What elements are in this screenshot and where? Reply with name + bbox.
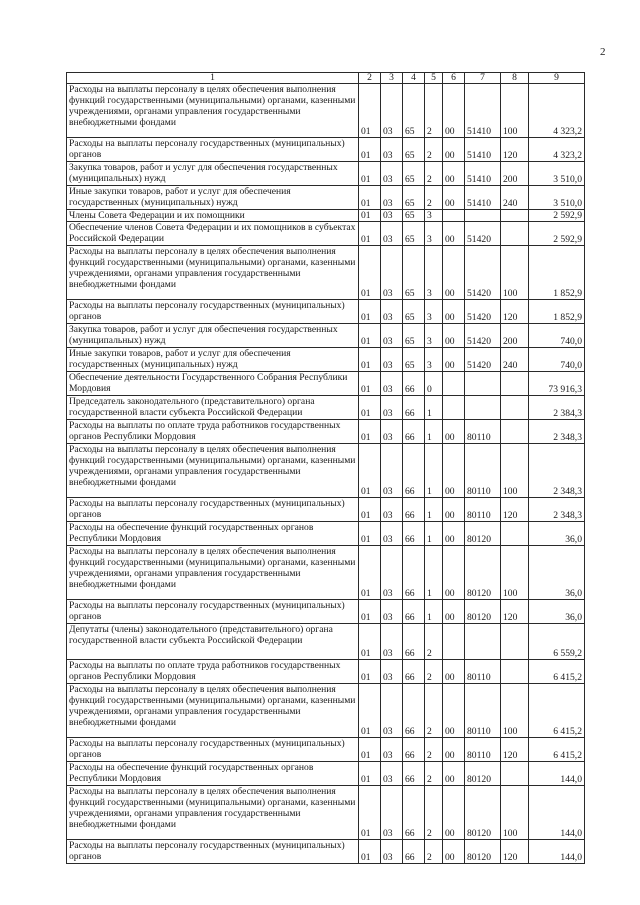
code-program: 66 <box>403 840 425 864</box>
code-group: 00 <box>443 738 465 762</box>
code-expense-type <box>501 372 529 396</box>
code-expense-type <box>501 762 529 786</box>
code-program: 65 <box>403 222 425 246</box>
code-subsection: 03 <box>381 738 403 762</box>
row-label: Обеспечение членов Совета Федерации и их помощников в субъектах Российской Федерации <box>67 222 359 246</box>
table-row <box>67 684 585 738</box>
code-expense-type <box>501 222 529 246</box>
code-program: 66 <box>403 444 425 498</box>
code-section: 01 <box>359 372 381 396</box>
code-group: 00 <box>443 444 465 498</box>
row-amount: 36,0 <box>529 522 585 546</box>
code-subprogram: 2 <box>425 840 443 864</box>
code-group: 00 <box>443 222 465 246</box>
table-row <box>67 348 585 372</box>
column-header: 9 <box>529 73 585 84</box>
code-group <box>443 372 465 396</box>
code-group: 00 <box>443 546 465 600</box>
table-row <box>67 546 585 600</box>
code-section: 01 <box>359 660 381 684</box>
row-amount: 1 852,9 <box>529 246 585 300</box>
code-direction: 80120 <box>465 522 501 546</box>
code-subsection: 03 <box>381 324 403 348</box>
code-group: 00 <box>443 300 465 324</box>
row-label: Иные закупки товаров, работ и услуг для обеспечения государственных (муниципальных) нужд <box>67 348 359 372</box>
row-amount: 6 415,2 <box>529 684 585 738</box>
code-subsection: 03 <box>381 444 403 498</box>
table-row <box>67 522 585 546</box>
code-subsection: 03 <box>381 660 403 684</box>
code-subsection: 03 <box>381 624 403 660</box>
code-group: 00 <box>443 786 465 840</box>
code-group: 00 <box>443 498 465 522</box>
code-direction: 80120 <box>465 600 501 624</box>
code-group: 00 <box>443 600 465 624</box>
code-section: 01 <box>359 522 381 546</box>
row-amount: 2 592,9 <box>529 222 585 246</box>
code-subsection: 03 <box>381 522 403 546</box>
code-group: 00 <box>443 522 465 546</box>
table-row <box>67 498 585 522</box>
code-subsection: 03 <box>381 162 403 186</box>
code-subsection: 03 <box>381 420 403 444</box>
code-subsection: 03 <box>381 138 403 162</box>
table-row <box>67 138 585 162</box>
table-row <box>67 210 585 222</box>
table-row <box>67 186 585 210</box>
code-section: 01 <box>359 162 381 186</box>
row-label: Обеспечение деятельности Государственного Собрания Республики Мордовия <box>67 372 359 396</box>
row-label: Иные закупки товаров, работ и услуг для обеспечения государственных (муниципальных) нужд <box>67 186 359 210</box>
code-direction: 51420 <box>465 324 501 348</box>
table-row <box>67 444 585 498</box>
code-subsection: 03 <box>381 786 403 840</box>
code-group: 00 <box>443 660 465 684</box>
code-direction <box>465 210 501 222</box>
code-program: 66 <box>403 600 425 624</box>
code-direction: 51420 <box>465 246 501 300</box>
column-header: 1 <box>67 73 359 84</box>
code-section: 01 <box>359 300 381 324</box>
row-amount: 2 348,3 <box>529 444 585 498</box>
code-subprogram: 2 <box>425 762 443 786</box>
code-expense-type: 120 <box>501 138 529 162</box>
code-section: 01 <box>359 738 381 762</box>
code-program: 65 <box>403 210 425 222</box>
row-amount: 4 323,2 <box>529 84 585 138</box>
row-label: Расходы на выплаты персоналу в целях обеспечения выполнения функций государственными (муниципальными) органами, казенными учреждениями, органами управления государственными внебюджетными фондами <box>67 246 359 300</box>
row-label: Расходы на выплаты персоналу в целях обеспечения выполнения функций государственными (муниципальными) органами, казенными учреждениями, органами управления государственными внебюджетными фондами <box>67 786 359 840</box>
code-section: 01 <box>359 840 381 864</box>
column-header: 8 <box>501 73 529 84</box>
code-direction: 80110 <box>465 498 501 522</box>
row-label: Расходы на выплаты по оплате труда работников государственных органов Республики Мордовия <box>67 660 359 684</box>
code-group: 00 <box>443 684 465 738</box>
table-row <box>67 84 585 138</box>
table-row <box>67 246 585 300</box>
code-subsection: 03 <box>381 300 403 324</box>
code-expense-type: 240 <box>501 348 529 372</box>
code-subprogram: 2 <box>425 84 443 138</box>
code-program: 66 <box>403 420 425 444</box>
code-section: 01 <box>359 186 381 210</box>
row-amount: 2 384,3 <box>529 396 585 420</box>
table-row <box>67 840 585 864</box>
row-amount: 144,0 <box>529 786 585 840</box>
code-program: 66 <box>403 738 425 762</box>
code-subprogram: 3 <box>425 210 443 222</box>
row-label: Председатель законодательного (представительного) органа государственной власти субъекта Российской Федерации <box>67 396 359 420</box>
row-label: Расходы на выплаты по оплате труда работников государственных органов Республики Мордовия <box>67 420 359 444</box>
table-row <box>67 222 585 246</box>
code-subprogram: 3 <box>425 300 443 324</box>
table-row <box>67 762 585 786</box>
code-direction: 80110 <box>465 420 501 444</box>
code-program: 66 <box>403 660 425 684</box>
code-group: 00 <box>443 246 465 300</box>
row-amount: 144,0 <box>529 840 585 864</box>
code-subprogram: 3 <box>425 348 443 372</box>
table-row <box>67 300 585 324</box>
code-subsection: 03 <box>381 684 403 738</box>
code-direction: 80120 <box>465 786 501 840</box>
row-amount: 740,0 <box>529 348 585 372</box>
code-expense-type <box>501 624 529 660</box>
code-program: 66 <box>403 762 425 786</box>
code-direction: 80120 <box>465 840 501 864</box>
code-group: 00 <box>443 762 465 786</box>
code-subprogram: 3 <box>425 246 443 300</box>
row-label: Члены Совета Федерации и их помощники <box>67 210 359 222</box>
code-direction: 80120 <box>465 762 501 786</box>
code-section: 01 <box>359 396 381 420</box>
code-program: 66 <box>403 498 425 522</box>
row-amount: 2 592,9 <box>529 210 585 222</box>
code-subprogram: 2 <box>425 738 443 762</box>
code-section: 01 <box>359 210 381 222</box>
code-section: 01 <box>359 222 381 246</box>
row-label: Расходы на выплаты персоналу государственных (муниципальных) органов <box>67 738 359 762</box>
code-program: 66 <box>403 624 425 660</box>
code-group: 00 <box>443 324 465 348</box>
code-direction: 80110 <box>465 684 501 738</box>
row-label: Расходы на выплаты персоналу государственных (муниципальных) органов <box>67 138 359 162</box>
code-direction <box>465 396 501 420</box>
code-group: 00 <box>443 138 465 162</box>
code-direction: 51420 <box>465 300 501 324</box>
table-row <box>67 162 585 186</box>
row-label: Расходы на выплаты персоналу государственных (муниципальных) органов <box>67 300 359 324</box>
row-amount: 73 916,3 <box>529 372 585 396</box>
code-program: 66 <box>403 546 425 600</box>
table-row <box>67 372 585 396</box>
row-amount: 2 348,3 <box>529 498 585 522</box>
code-subsection: 03 <box>381 372 403 396</box>
row-label: Расходы на выплаты персоналу в целях обеспечения выполнения функций государственными (муниципальными) органами, казенными учреждениями, органами управления государственными внебюджетными фондами <box>67 546 359 600</box>
code-section: 01 <box>359 420 381 444</box>
code-subprogram: 1 <box>425 600 443 624</box>
code-expense-type: 120 <box>501 300 529 324</box>
code-expense-type: 240 <box>501 186 529 210</box>
column-header: 2 <box>359 73 381 84</box>
code-subsection: 03 <box>381 498 403 522</box>
code-expense-type <box>501 210 529 222</box>
code-section: 01 <box>359 348 381 372</box>
code-program: 65 <box>403 348 425 372</box>
table-row <box>67 324 585 348</box>
code-subsection: 03 <box>381 600 403 624</box>
code-section: 01 <box>359 762 381 786</box>
code-direction: 51410 <box>465 84 501 138</box>
row-label: Закупка товаров, работ и услуг для обеспечения государственных (муниципальных) нужд <box>67 324 359 348</box>
code-subprogram: 1 <box>425 498 443 522</box>
header-row <box>67 73 585 84</box>
column-header: 5 <box>425 73 443 84</box>
row-amount: 1 852,9 <box>529 300 585 324</box>
code-subprogram: 1 <box>425 444 443 498</box>
code-section: 01 <box>359 498 381 522</box>
table-row <box>67 420 585 444</box>
code-direction: 80120 <box>465 546 501 600</box>
code-expense-type: 100 <box>501 444 529 498</box>
code-expense-type: 200 <box>501 162 529 186</box>
code-expense-type: 120 <box>501 738 529 762</box>
row-amount: 36,0 <box>529 546 585 600</box>
code-direction <box>465 624 501 660</box>
code-section: 01 <box>359 786 381 840</box>
row-amount: 740,0 <box>529 324 585 348</box>
row-label: Закупка товаров, работ и услуг для обеспечения государственных (муниципальных) нужд <box>67 162 359 186</box>
code-subprogram: 2 <box>425 162 443 186</box>
code-group: 00 <box>443 840 465 864</box>
code-expense-type: 120 <box>501 498 529 522</box>
column-header: 6 <box>443 73 465 84</box>
code-direction: 51410 <box>465 162 501 186</box>
code-direction: 51420 <box>465 222 501 246</box>
row-label: Расходы на выплаты персоналу в целях обеспечения выполнения функций государственными (муниципальными) органами, казенными учреждениями, органами управления государственными внебюджетными фондами <box>67 684 359 738</box>
row-amount: 2 348,3 <box>529 420 585 444</box>
code-subprogram: 1 <box>425 396 443 420</box>
code-subsection: 03 <box>381 762 403 786</box>
row-amount: 6 559,2 <box>529 624 585 660</box>
code-program: 65 <box>403 300 425 324</box>
code-expense-type <box>501 660 529 684</box>
table-row <box>67 738 585 762</box>
row-label: Расходы на обеспечение функций государственных органов Республики Мордовия <box>67 762 359 786</box>
row-label: Депутаты (члены) законодательного (представительного) органа государственной власти субъекта Российской Федерации <box>67 624 359 660</box>
code-direction: 51410 <box>465 138 501 162</box>
table-row <box>67 660 585 684</box>
code-program: 66 <box>403 522 425 546</box>
table-row <box>67 624 585 660</box>
code-direction: 51410 <box>465 186 501 210</box>
code-direction: 80110 <box>465 444 501 498</box>
code-subsection: 03 <box>381 246 403 300</box>
code-expense-type <box>501 396 529 420</box>
column-header: 7 <box>465 73 501 84</box>
row-amount: 36,0 <box>529 600 585 624</box>
code-expense-type <box>501 420 529 444</box>
code-group: 00 <box>443 420 465 444</box>
code-program: 66 <box>403 684 425 738</box>
code-subprogram: 1 <box>425 522 443 546</box>
row-amount: 3 510,0 <box>529 186 585 210</box>
row-label: Расходы на выплаты персоналу в целях обеспечения выполнения функций государственными (муниципальными) органами, казенными учреждениями, органами управления государственными внебюджетными фондами <box>67 84 359 138</box>
row-label: Расходы на выплаты персоналу государственных (муниципальных) органов <box>67 840 359 864</box>
code-subprogram: 2 <box>425 624 443 660</box>
code-expense-type <box>501 522 529 546</box>
code-subprogram: 1 <box>425 546 443 600</box>
code-section: 01 <box>359 84 381 138</box>
code-expense-type: 120 <box>501 600 529 624</box>
column-header: 4 <box>403 73 425 84</box>
code-section: 01 <box>359 600 381 624</box>
code-subsection: 03 <box>381 348 403 372</box>
code-subsection: 03 <box>381 84 403 138</box>
code-program: 65 <box>403 246 425 300</box>
code-expense-type: 100 <box>501 684 529 738</box>
row-label: Расходы на выплаты персоналу государственных (муниципальных) органов <box>67 600 359 624</box>
row-amount: 6 415,2 <box>529 738 585 762</box>
code-section: 01 <box>359 246 381 300</box>
row-amount: 3 510,0 <box>529 162 585 186</box>
table-row <box>67 600 585 624</box>
code-section: 01 <box>359 444 381 498</box>
code-subprogram: 3 <box>425 324 443 348</box>
code-direction: 51420 <box>465 348 501 372</box>
row-amount: 4 323,2 <box>529 138 585 162</box>
code-section: 01 <box>359 138 381 162</box>
code-direction <box>465 372 501 396</box>
row-amount: 6 415,2 <box>529 660 585 684</box>
row-amount: 144,0 <box>529 762 585 786</box>
code-expense-type: 100 <box>501 84 529 138</box>
row-label: Расходы на обеспечение функций государственных органов Республики Мордовия <box>67 522 359 546</box>
code-direction: 80110 <box>465 660 501 684</box>
code-direction: 80110 <box>465 738 501 762</box>
code-expense-type: 120 <box>501 840 529 864</box>
code-group: 00 <box>443 348 465 372</box>
code-subprogram: 2 <box>425 186 443 210</box>
code-subsection: 03 <box>381 222 403 246</box>
code-program: 66 <box>403 396 425 420</box>
code-group <box>443 396 465 420</box>
table-row <box>67 396 585 420</box>
row-label: Расходы на выплаты персоналу в целях обеспечения выполнения функций государственными (муниципальными) органами, казенными учреждениями, органами управления государственными внебюджетными фондами <box>67 444 359 498</box>
code-subprogram: 3 <box>425 222 443 246</box>
table-row <box>67 786 585 840</box>
code-subprogram: 2 <box>425 138 443 162</box>
code-subsection: 03 <box>381 396 403 420</box>
code-subprogram: 2 <box>425 660 443 684</box>
code-subprogram: 0 <box>425 372 443 396</box>
code-section: 01 <box>359 324 381 348</box>
code-program: 65 <box>403 138 425 162</box>
code-expense-type: 100 <box>501 246 529 300</box>
page-number: 2 <box>600 46 606 58</box>
code-program: 65 <box>403 324 425 348</box>
code-subsection: 03 <box>381 840 403 864</box>
code-subprogram: 1 <box>425 420 443 444</box>
code-program: 65 <box>403 186 425 210</box>
code-group: 00 <box>443 186 465 210</box>
code-group: 00 <box>443 162 465 186</box>
row-label: Расходы на выплаты персоналу государственных (муниципальных) органов <box>67 498 359 522</box>
code-program: 65 <box>403 84 425 138</box>
code-subsection: 03 <box>381 546 403 600</box>
code-section: 01 <box>359 624 381 660</box>
code-group <box>443 210 465 222</box>
code-subprogram: 2 <box>425 684 443 738</box>
code-group <box>443 624 465 660</box>
code-section: 01 <box>359 684 381 738</box>
code-expense-type: 100 <box>501 786 529 840</box>
column-header: 3 <box>381 73 403 84</box>
budget-table <box>66 72 585 864</box>
code-program: 66 <box>403 372 425 396</box>
code-subsection: 03 <box>381 210 403 222</box>
code-group: 00 <box>443 84 465 138</box>
code-program: 66 <box>403 786 425 840</box>
code-subprogram: 2 <box>425 786 443 840</box>
code-subsection: 03 <box>381 186 403 210</box>
code-expense-type: 100 <box>501 546 529 600</box>
code-expense-type: 200 <box>501 324 529 348</box>
code-program: 65 <box>403 162 425 186</box>
code-section: 01 <box>359 546 381 600</box>
